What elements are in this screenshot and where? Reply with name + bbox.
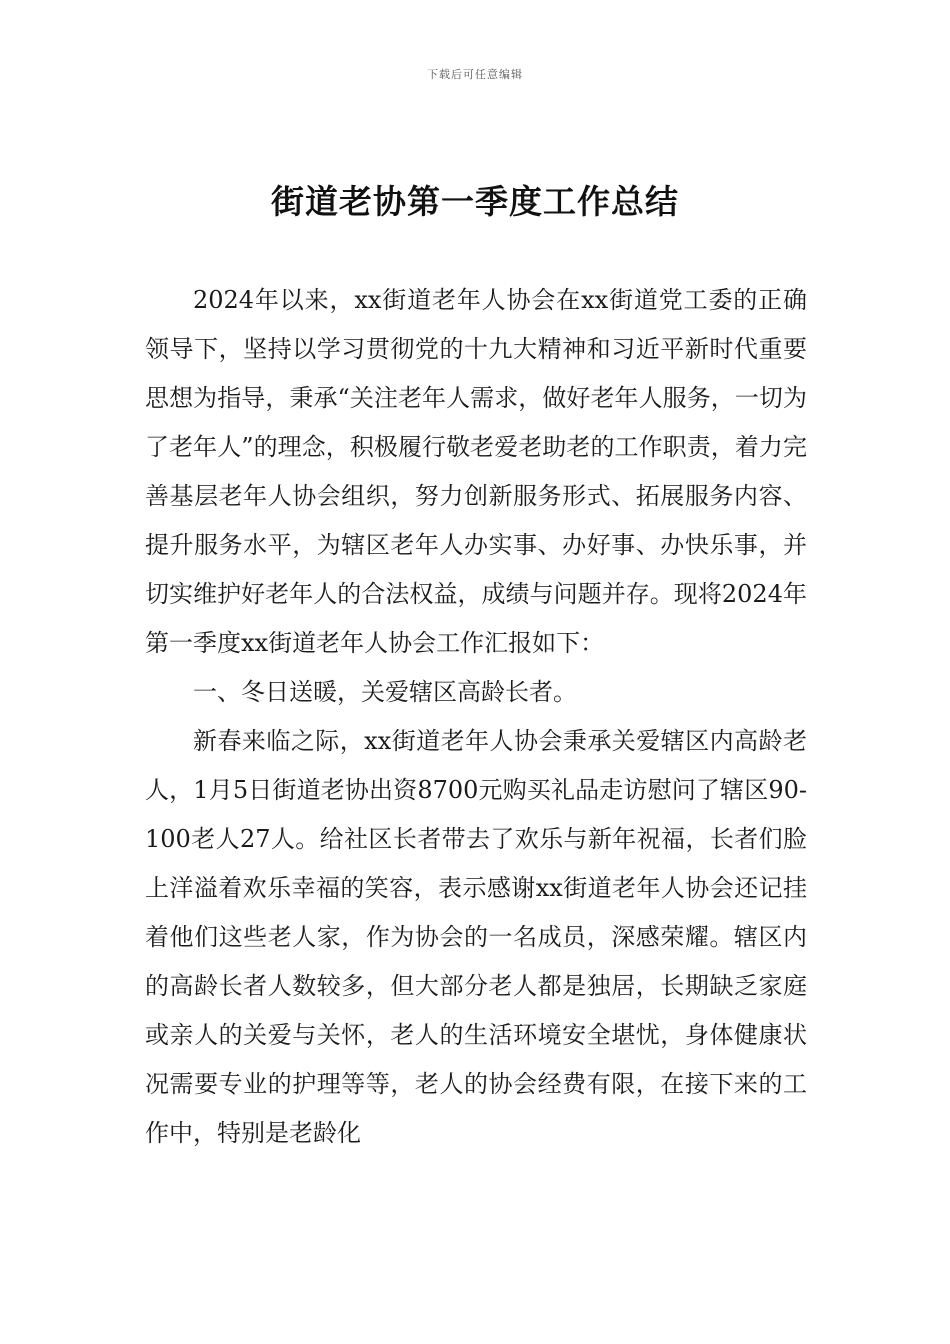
paragraph-intro: 2024年以来，xx街道老年人协会在xx街道党工委的正确领导下，坚持以学习贯彻党的十九大精神和习近平新时代重要思想为指导，秉承“关注老年人需求，做好老年人服务，一切为了老年人”的理念，积极履行敬老爱老助老的工作职责，着力完善基层老年人协会组织，努力创新服务形式、拓展服务内容、提升服务水平，为辖区老年人办实事、办好事、办快乐事，并切实维护好老年人的合法权益，成绩与问题并存。现将2024年第一季度xx街道老年人协会工作汇报如下： <box>145 286 807 657</box>
document-body <box>145 276 807 1158</box>
paragraph-section-1: 新春来临之际，xx街道老年人协会秉承关爱辖区内高龄老人，1月5日街道老协出资8700元购买礼品走访慰问了辖区90-100老人27人。给社区长者带去了欢乐与新年祝福，长者们脸上洋溢着欢乐幸福的笑容，表示感谢xx街道老年人协会还记挂着他们这些老人家，作为协会的一名成员，深感荣耀。辖区内的高龄长者人数较多，但大部分老人都是独居，长期缺乏家庭或亲人的关爱与关怀，老人的生活环境安全堪忧，身体健康状况需要专业的护理等等，老人的协会经费有限，在接下来的工作中，特别是老龄化 <box>145 727 807 1147</box>
header-note: 下载后可任意编辑 <box>427 68 523 81</box>
section-heading-1: 一、冬日送暖，关爱辖区高龄长者。 <box>193 678 577 706</box>
document-title: 街道老协第一季度工作总结 <box>271 182 679 221</box>
